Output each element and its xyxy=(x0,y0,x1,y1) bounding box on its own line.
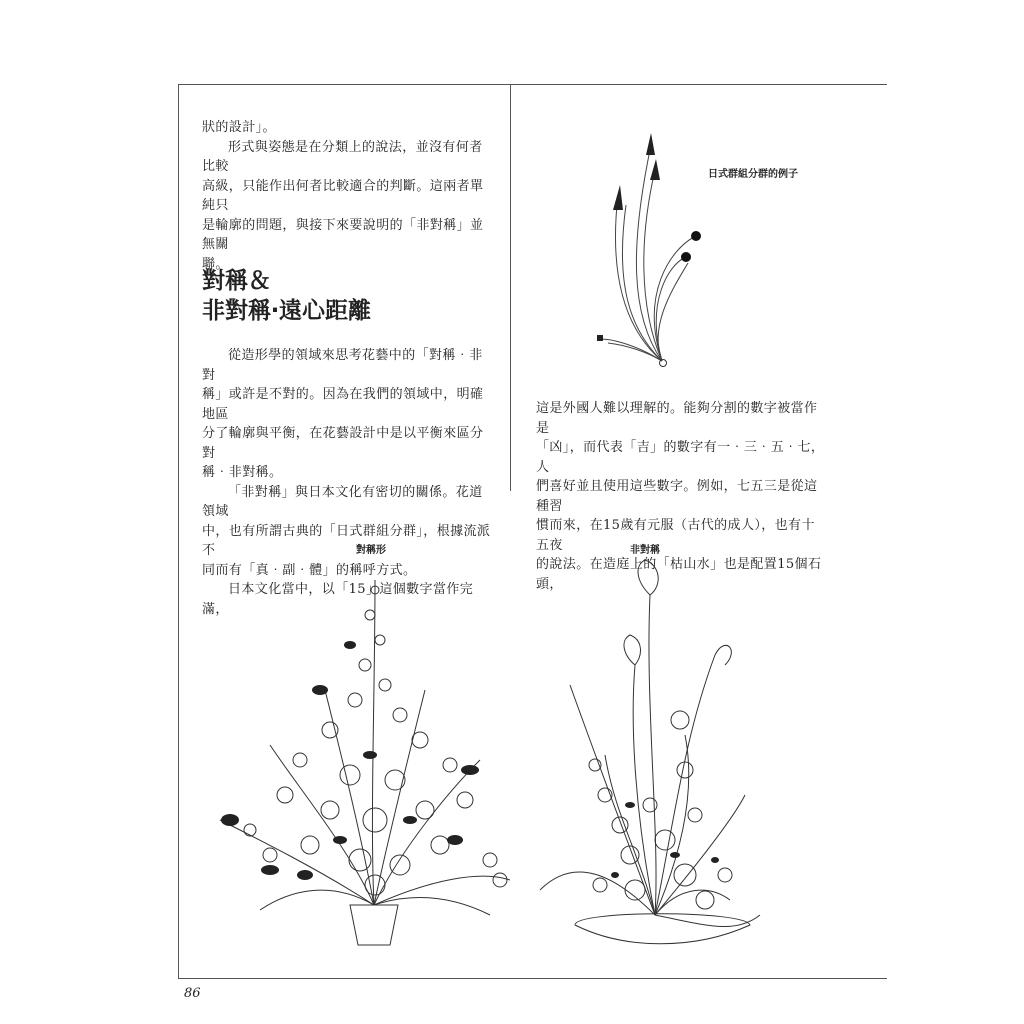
vase-icon xyxy=(350,905,398,945)
symmetric-caption: 對稱形 xyxy=(356,545,386,556)
text-line: 稱‧非對稱。 xyxy=(202,465,283,480)
text-line: 中，也有所謂古典的「日式群組分群」，根據流派不 xyxy=(202,523,491,558)
text-line: 分了輪廓與平衡，在花藝設計中是以平衡來區分對 xyxy=(202,426,484,461)
text-line: 是輪廓的問題，與接下來要說明的「非對稱」並無關 xyxy=(202,217,484,252)
text-line: 日本文化當中，以「15」這個數字當作完滿， xyxy=(202,582,474,617)
text-line: 從造形學的領域來思考花藝中的「對稱‧非對 xyxy=(202,348,483,383)
origin-circle-icon xyxy=(660,360,667,367)
text-line: 狀的設計」。 xyxy=(202,120,276,135)
text-line: 慣而來，在15歲有元服（古代的成人），也有十五夜 xyxy=(536,518,815,553)
text-line: 聯。 xyxy=(202,256,229,272)
square-icon xyxy=(597,335,603,341)
text-line: 稱」或許是不對的。因為在我們的領域中，明確地區 xyxy=(202,387,484,422)
text-line: 「凶」，而代表「吉」的數字有一‧三‧五‧七，人 xyxy=(536,440,825,475)
symmetric-arrangement-illustration xyxy=(210,570,520,950)
dot-icon xyxy=(691,231,701,241)
arrowhead-icon xyxy=(613,185,623,210)
dot-icon xyxy=(681,252,691,262)
text-line: 「非對稱」與日本文化有密切的關係。花道領域 xyxy=(202,484,483,519)
column-divider xyxy=(510,85,511,491)
page-number: 86 xyxy=(184,986,201,1001)
intro-paragraph xyxy=(202,118,492,274)
arrowhead-icon xyxy=(650,159,660,180)
figure-caption: 日式群組分群的例子 xyxy=(708,169,798,180)
asymmetric-arrangement-illustration xyxy=(535,555,765,955)
asymmetric-caption: 非對稱 xyxy=(630,545,660,556)
text-line: 同而有「真‧副‧體」的稱呼方式。 xyxy=(202,562,417,578)
text-line: 高級，只能作出何者比較適合的判斷。這兩者單純只 xyxy=(202,178,484,213)
heading-line: 對稱＆ xyxy=(202,268,271,294)
heading-line: 非對稱‧遠心距離 xyxy=(202,298,372,324)
low-dish-icon xyxy=(575,914,750,944)
arrowhead-icon xyxy=(646,133,655,155)
section-heading xyxy=(202,266,371,326)
grouping-diagram xyxy=(590,125,710,370)
text-line: 們喜好並且使用這些數字。例如，七五三是從這種習 xyxy=(536,479,818,514)
text-line: 形式與姿態是在分類上的說法，並沒有何者比較 xyxy=(202,139,483,174)
text-line: 的說法。在造庭上的「枯山水」也是配置15個石頭， xyxy=(536,557,822,592)
text-line: 這是外國人難以理解的。能夠分割的數字被當作是 xyxy=(536,401,818,436)
